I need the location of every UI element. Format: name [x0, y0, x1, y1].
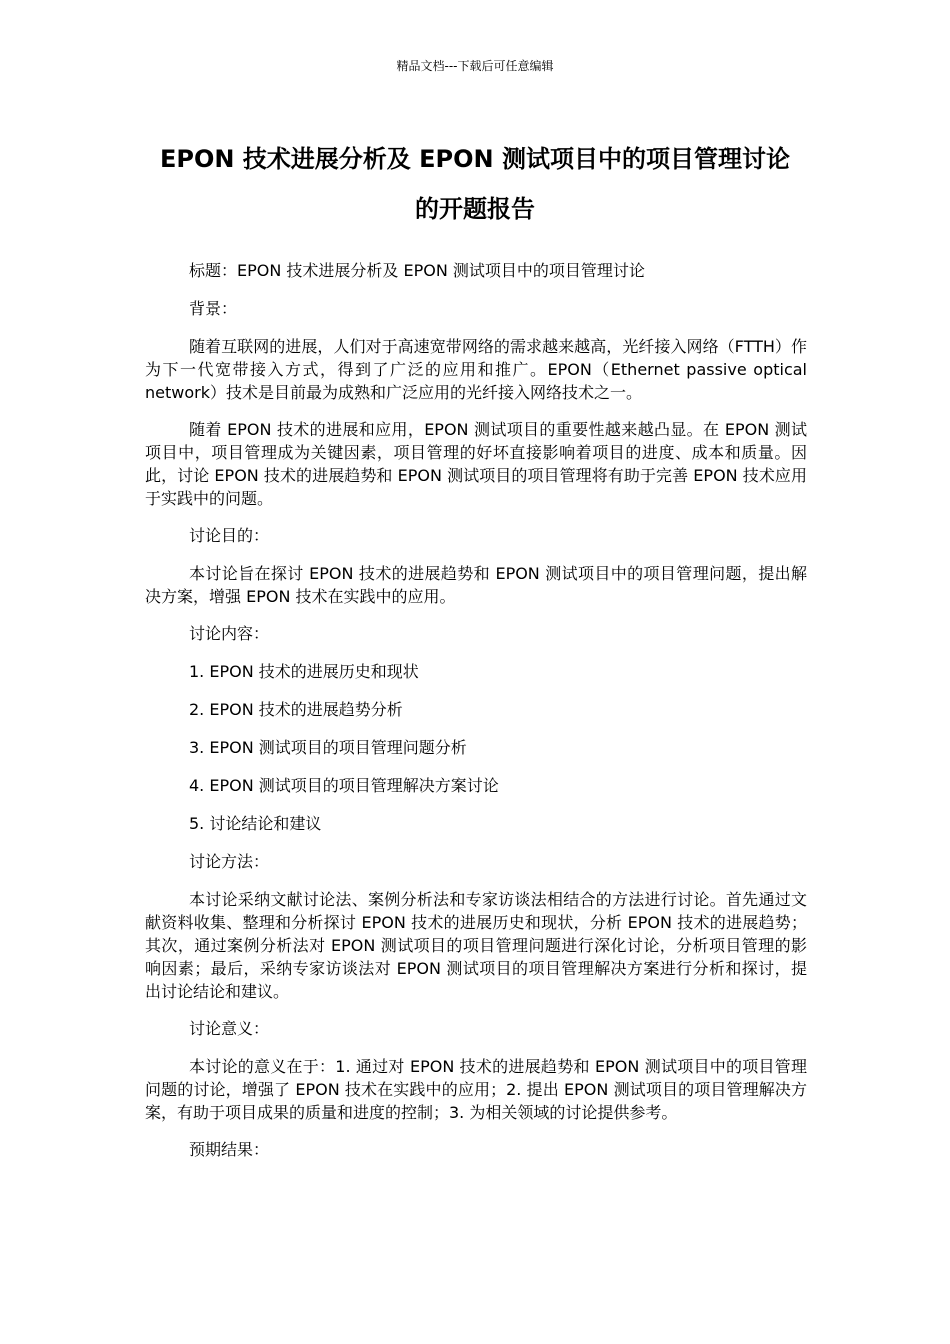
header-note: 精品文档---下载后可任意编辑	[396, 59, 554, 73]
background-paragraph-2: 随着 EPON 技术的进展和应用，EPON 测试项目的重要性越来越凸显。在 EPON 测试项目中，项目管理成为关键因素，项目管理的好坏直接影响着项目的进度、成本和质量。因此，讨论 EPON 技术的进展趋势和 EPON 测试项目的项目管理将有助于完善 EPON 技术应用于实践中的问题。	[145, 420, 807, 508]
method-paragraph: 本讨论采纳文献讨论法、案例分析法和专家访谈法相结合的方法进行讨论。首先通过文献资料收集、整理和分析探讨 EPON 技术的进展历史和现状，分析 EPON 技术的进展趋势；其次，通过案例分析法对 EPON 测试项目的项目管理问题进行深化讨论，分析项目管理的影响因素；最后，采纳专家访谈法对 EPON 测试项目的项目管理解决方案进行分析和探讨，提出讨论结论和建议。	[145, 890, 807, 1001]
content-item: 4. EPON 测试项目的项目管理解决方案讨论	[189, 776, 499, 795]
document-title-line-2: 的开题报告	[415, 195, 535, 223]
background-label: 背景：	[189, 299, 238, 318]
content-item: 3. EPON 测试项目的项目管理问题分析	[189, 738, 467, 757]
significance-label: 讨论意义：	[189, 1019, 270, 1038]
background-paragraph-1: 随着互联网的进展，人们对于高速宽带网络的需求越来越高，光纤接入网络（FTTH）作为下一代宽带接入方式，得到了广泛的应用和推广。EPON（Ethernet passive optical network）技术是目前最为成熟和广泛应用的光纤接入网络技术之一。	[145, 337, 807, 402]
content-item: 2. EPON 技术的进展趋势分析	[189, 700, 403, 719]
purpose-paragraph: 本讨论旨在探讨 EPON 技术的进展趋势和 EPON 测试项目中的项目管理问题，提出解决方案，增强 EPON 技术在实践中的应用。	[145, 564, 807, 606]
significance-paragraph: 本讨论的意义在于：1. 通过对 EPON 技术的进展趋势和 EPON 测试项目中的项目管理问题的讨论，增强了 EPON 技术在实践中的应用；2. 提出 EPON 测试项目的项目管理解决方案，有助于项目成果的质量和进度的控制；3. 为相关领域的讨论提供参考。	[145, 1057, 807, 1122]
method-label: 讨论方法：	[189, 852, 270, 871]
document-title-line-1: EPON 技术进展分析及 EPON 测试项目中的项目管理讨论	[159, 145, 790, 173]
document-body	[145, 259, 807, 1176]
content-item: 5. 讨论结论和建议	[189, 814, 322, 833]
purpose-label: 讨论目的：	[189, 526, 270, 545]
document-title	[120, 134, 830, 234]
content-item: 1. EPON 技术的进展历史和现状	[189, 662, 419, 681]
subject-line: 标题：EPON 技术进展分析及 EPON 测试项目中的项目管理讨论	[189, 261, 645, 280]
expected-results-label: 预期结果：	[189, 1140, 270, 1159]
content-label: 讨论内容：	[189, 624, 270, 643]
